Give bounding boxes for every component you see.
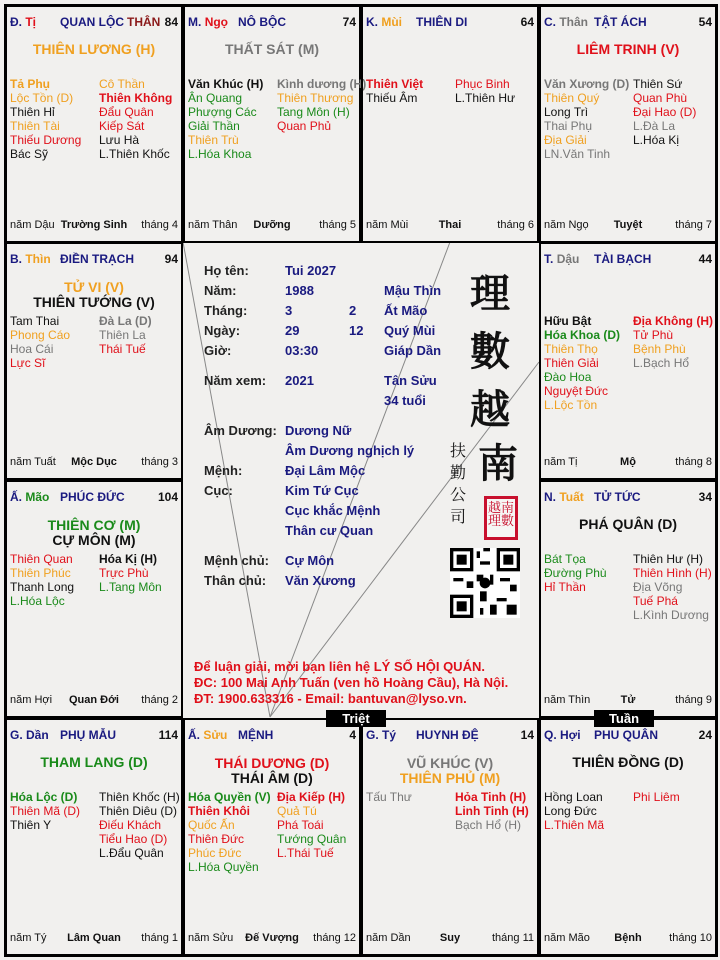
palace-footer: [544, 219, 712, 232]
info-value: 03:30: [285, 343, 319, 358]
main-star: THÁI DƯƠNG (D): [214, 755, 330, 771]
palace-name: QUAN LỘC THÂN: [60, 15, 161, 29]
minor-stars-left: [366, 77, 423, 105]
minor-stars-right: [633, 790, 680, 804]
palace-header: [544, 728, 712, 742]
palace-header: [188, 728, 356, 742]
palace-branch: K. Mùi: [366, 15, 403, 29]
minor-star: Phong Cáo: [10, 328, 71, 342]
footer-year: năm Hợi: [10, 694, 53, 706]
minor-star: Bệnh Phù: [633, 342, 686, 356]
minor-star: Địa Kiếp (H): [277, 790, 346, 804]
palace-header: [10, 252, 178, 266]
info-value: Kim Tứ Cục: [285, 483, 359, 498]
main-star: LIÊM TRINH (V): [576, 41, 680, 57]
info-value: 1988: [285, 283, 314, 298]
minor-stars-left: [188, 77, 263, 161]
minor-stars-left: [544, 77, 629, 161]
palace-footer: [188, 219, 356, 232]
minor-star: Thiên Hỉ: [10, 105, 55, 119]
palace-header: [544, 490, 712, 504]
footer-month: tháng 9: [675, 694, 712, 706]
info-canchi: Tân Sửu: [384, 373, 437, 388]
palace-number: 104: [157, 490, 178, 504]
logo-small-text: 扶 勤 公 司: [450, 441, 467, 526]
main-star: THIÊN LƯƠNG (H): [32, 41, 156, 57]
info-value: Âm Dương nghịch lý: [285, 443, 415, 458]
minor-star: Lộc Tồn (D): [10, 91, 74, 105]
info-value: Thân cư Quan: [285, 523, 374, 538]
footer-year: năm Ngọ: [544, 219, 589, 231]
main-stars: [363, 756, 537, 786]
palace-number: 14: [520, 728, 534, 742]
footer-stage: Mộ: [620, 456, 636, 468]
main-star: TỬ VI (V): [64, 279, 124, 295]
minor-star: Thai Phụ: [544, 119, 593, 133]
main-star: THẤT SÁT (M): [224, 41, 320, 57]
palace-number: 24: [698, 728, 712, 742]
minor-stars-right: [277, 790, 346, 860]
palace-branch: G. Dần: [10, 728, 49, 742]
minor-stars-right: [633, 314, 713, 370]
minor-star: Quốc Ấn: [188, 818, 235, 832]
footer-stage: Trường Sinh: [60, 219, 128, 231]
palace-name: TẬT ÁCH: [594, 15, 647, 29]
palace-cell[interactable]: [5, 242, 183, 480]
info-label: Tháng:: [204, 303, 248, 318]
palace-footer: [10, 932, 178, 945]
info-label: Năm:: [204, 283, 237, 298]
palace-number: 74: [342, 15, 356, 29]
palace-footer: [544, 456, 712, 469]
footer-month: tháng 3: [141, 456, 178, 468]
minor-stars-right: [99, 77, 172, 161]
minor-stars-right: [633, 77, 696, 147]
palace-branch: G. Tý: [366, 728, 397, 742]
minor-star: Hữu Bật: [544, 314, 592, 328]
palace-cell[interactable]: [539, 480, 717, 718]
main-stars: [541, 517, 715, 532]
palace-branch: Ấ. Sửu: [188, 728, 228, 742]
palace-footer: [10, 219, 178, 232]
minor-star: L.Thiên Khốc: [99, 147, 170, 161]
minor-star: Linh Tinh (H): [455, 804, 529, 818]
minor-star: L.Hóa Lộc: [10, 594, 65, 608]
main-star: VŨ KHÚC (V): [406, 755, 494, 771]
minor-star: Thiên Thọ: [544, 342, 598, 356]
minor-star: Ân Quang: [188, 91, 243, 105]
footer-month: tháng 2: [141, 694, 178, 706]
minor-star: L.Thiên Hư: [455, 91, 516, 105]
footer-stage: Thai: [438, 219, 462, 231]
minor-star: Hỏa Tinh (H): [455, 790, 527, 804]
info-lunar: 2: [349, 303, 357, 318]
palace-cell[interactable]: [5, 480, 183, 718]
minor-star: Đẩu Quân: [99, 105, 154, 119]
minor-stars-left: [10, 790, 80, 832]
tuan-badge: Tuần: [594, 710, 654, 727]
minor-star: Điếu Khách: [99, 818, 162, 832]
info-value: Cự Môn: [285, 553, 335, 568]
minor-star: Tấu Thư: [366, 790, 412, 804]
contact-line: ĐC: 100 Mai Anh Tuấn (ven hồ Hoàng Cầu), Hà Nội.: [194, 675, 509, 690]
footer-month: tháng 6: [497, 219, 534, 231]
palace-number: 84: [164, 15, 178, 29]
palace-number: 54: [698, 15, 712, 29]
minor-stars-left: [188, 790, 271, 874]
palace-branch: Ấ. Mão: [10, 490, 50, 504]
palace-cell[interactable]: [539, 5, 717, 243]
minor-star: Thanh Long: [10, 580, 75, 594]
main-stars: [541, 755, 715, 770]
palace-branch: Đ. Tị: [10, 15, 37, 29]
minor-star: Thiên Hình (H): [633, 566, 712, 580]
minor-star: Hóa Khoa (D): [544, 328, 620, 342]
footer-year: năm Tý: [10, 932, 47, 944]
footer-month: tháng 1: [141, 932, 178, 944]
minor-stars-left: [10, 552, 74, 608]
palace-cell[interactable]: [361, 718, 539, 956]
minor-star: L.Bạch Hổ: [633, 356, 690, 370]
palace-branch: N. Tuất: [544, 490, 584, 504]
minor-star: Lực Sĩ: [10, 356, 46, 370]
main-star: THIÊN TƯỚNG (V): [33, 294, 155, 310]
footer-year: năm Tuất: [10, 456, 56, 468]
minor-star: Phượng Các: [188, 105, 257, 119]
minor-star: Phi Liêm: [633, 790, 680, 804]
minor-star: Giải Thần: [188, 119, 240, 133]
info-label: Mệnh chủ:: [204, 553, 269, 568]
minor-star: Quan Phù: [633, 91, 688, 105]
info-value: Cục khắc Mệnh: [285, 503, 381, 518]
minor-star: Nguyệt Đức: [544, 384, 609, 398]
minor-star: L.Lộc Tồn: [544, 398, 598, 412]
palace-cell[interactable]: [183, 718, 361, 956]
info-value: Đại Lâm Mộc: [285, 463, 366, 478]
minor-star: Thiên Phúc: [10, 566, 71, 580]
minor-star: Hỉ Thần: [544, 580, 586, 594]
minor-stars-left: [366, 790, 412, 804]
minor-star: Hồng Loan: [544, 790, 603, 804]
minor-star: Đào Hoa: [544, 370, 592, 384]
footer-year: năm Dậu: [10, 219, 55, 231]
triet-badge: Triệt: [326, 710, 386, 727]
minor-star: Văn Xương (D): [544, 77, 630, 91]
info-label: Âm Dương:: [204, 423, 277, 438]
minor-star: Hóa Quyền (V): [188, 790, 271, 804]
logo-char: 理: [470, 270, 510, 317]
palace-header: [188, 15, 356, 29]
palace-name: TÀI BẠCH: [594, 252, 652, 266]
minor-star: Thiên Quan: [10, 552, 73, 566]
minor-stars-right: [99, 552, 162, 594]
minor-star: Phục Binh: [455, 77, 510, 91]
main-stars: [185, 42, 359, 57]
minor-star: Kình dương (H): [277, 77, 367, 91]
minor-star: Đại Hao (D): [633, 105, 697, 119]
minor-star: Long Trì: [544, 105, 589, 119]
footer-stage: Lâm Quan: [67, 932, 121, 944]
palace-header: [544, 252, 712, 266]
minor-stars-right: [455, 790, 529, 832]
minor-star: Hoa Cái: [10, 342, 54, 356]
info-label: Họ tên:: [204, 263, 249, 278]
palace-footer: [188, 932, 356, 945]
main-star: THAM LANG (D): [40, 754, 148, 770]
palace-name: TỬ TỨC: [594, 490, 641, 504]
info-value: Văn Xương: [285, 573, 356, 588]
red-seal: 越南 理數: [484, 496, 518, 540]
info-label: Năm xem:: [204, 373, 267, 388]
palace-cell[interactable]: [539, 242, 717, 480]
footer-year: năm Mùi: [366, 219, 409, 231]
minor-star: Đà La (D): [99, 314, 152, 328]
palace-footer: [366, 932, 534, 945]
footer-month: tháng 5: [319, 219, 356, 231]
minor-star: Quả Tú: [277, 804, 317, 818]
minor-star: Tam Thai: [10, 314, 60, 328]
minor-star: Thiếu Dương: [10, 133, 82, 147]
palace-footer: [544, 694, 712, 707]
palace-footer: [10, 694, 178, 707]
palace-name: ĐIỀN TRẠCH: [60, 252, 134, 266]
minor-star: L.Hóa Khoa: [188, 147, 252, 161]
footer-month: tháng 4: [141, 219, 178, 231]
palace-cell[interactable]: [5, 718, 183, 956]
palace-branch: B. Thìn: [10, 252, 51, 266]
footer-stage: Đế Vượng: [245, 932, 299, 944]
minor-stars-left: [10, 314, 70, 370]
main-stars: [7, 280, 181, 310]
minor-star: Bác Sỹ: [10, 147, 49, 161]
minor-stars-right: [99, 314, 152, 356]
minor-star: L.Tang Môn: [99, 580, 162, 594]
palace-name: HUYNH ĐỆ: [416, 728, 479, 742]
minor-stars-left: [10, 77, 81, 161]
minor-stars-left: [544, 314, 620, 412]
palace-name: THIÊN DI: [416, 15, 468, 29]
minor-stars-right: [99, 790, 180, 860]
main-star: THÁI ÂM (D): [231, 770, 313, 786]
palace-header: [10, 728, 178, 742]
minor-star: Bát Tọa: [544, 552, 586, 566]
minor-stars-left: [544, 790, 604, 832]
info-canchi: Mậu Thìn: [384, 283, 442, 298]
logo-char: 南: [478, 440, 518, 487]
minor-star: Thiên Hư (H): [633, 552, 704, 566]
palace-number: 4: [349, 728, 356, 742]
footer-month: tháng 10: [669, 932, 712, 944]
minor-star: LN.Văn Tinh: [544, 147, 611, 161]
minor-star: Thiên Tài: [10, 119, 60, 133]
footer-month: tháng 12: [313, 932, 356, 944]
minor-star: Thiên Giải: [544, 356, 599, 370]
minor-star: Hóa Kị (H): [99, 552, 157, 566]
palace-name: PHỤ MẪU: [60, 728, 116, 742]
palace-header: [544, 15, 712, 29]
main-star: THIÊN ĐỒNG (D): [572, 754, 684, 770]
palace-branch: Q. Hợi: [544, 728, 581, 742]
main-stars: [7, 518, 181, 548]
footer-stage: Mộc Dục: [71, 456, 117, 468]
minor-stars-right: [277, 77, 366, 133]
minor-star: Thiên Mã (D): [10, 804, 81, 818]
minor-star: Phá Toái: [277, 818, 324, 832]
info-label: Thân chủ:: [204, 573, 267, 588]
info-value: 3: [285, 303, 293, 318]
main-star: CỰ MÔN (M): [52, 532, 136, 548]
info-label: Cục:: [204, 483, 233, 498]
minor-star: Thiên La: [99, 328, 146, 342]
minor-star: Kiếp Sát: [99, 119, 145, 133]
palace-name: PHU QUÂN: [594, 728, 659, 742]
footer-month: tháng 11: [491, 932, 534, 944]
footer-year: năm Tị: [544, 456, 578, 468]
footer-year: năm Mão: [544, 932, 590, 944]
minor-star: Thiên Quý: [544, 91, 600, 105]
minor-stars-right: [455, 77, 515, 105]
palace-footer: [366, 219, 534, 232]
palace-header: [366, 15, 534, 29]
minor-star: Lưu Hà: [99, 133, 140, 147]
footer-stage: Tuyệt: [613, 219, 643, 231]
main-stars: [7, 42, 181, 57]
palace-number: 94: [164, 252, 178, 266]
main-star: THIÊN PHỦ (M): [399, 770, 501, 786]
info-canchi: Ất Mão: [384, 303, 428, 318]
contact-line: Để luận giải, mời bạn liên hệ LÝ SỐ HỘI QUÁN.: [194, 659, 485, 674]
minor-star: Tả Phụ: [10, 77, 51, 91]
footer-month: tháng 8: [675, 456, 712, 468]
minor-star: Văn Khúc (H): [188, 77, 264, 91]
palace-cell[interactable]: [539, 718, 717, 956]
palace-number: 114: [158, 728, 178, 742]
info-canchi: Quý Mùi: [384, 323, 436, 338]
minor-star: Thái Tuế: [99, 342, 146, 356]
palace-number: 44: [698, 252, 712, 266]
palace-header: [10, 15, 178, 29]
minor-star: Địa Giải: [544, 133, 587, 147]
info-value: 29: [285, 323, 300, 338]
minor-star: Tiểu Hao (D): [99, 832, 168, 846]
minor-star: Trực Phù: [99, 566, 149, 580]
minor-star: Quan Phủ: [277, 119, 332, 133]
palace-branch: C. Thân: [544, 15, 589, 29]
info-canchi: 34 tuổi: [384, 393, 426, 408]
minor-star: Thiên Sứ: [633, 77, 683, 91]
info-canchi: Giáp Dần: [384, 343, 442, 358]
minor-star: L.Hóa Quyền: [188, 860, 259, 874]
logo-char: 數: [470, 328, 510, 375]
footer-stage: Dưỡng: [253, 219, 291, 231]
footer-stage: Quan Đới: [69, 694, 119, 706]
palace-cell[interactable]: [5, 5, 183, 243]
qr-code[interactable]: [450, 548, 520, 618]
main-star: THIÊN CƠ (M): [47, 517, 141, 533]
palace-number: 34: [698, 490, 712, 504]
minor-star: L.Đẩu Quân: [99, 846, 164, 860]
minor-star: Thiên Khốc (H): [99, 790, 180, 804]
minor-star: L.Hóa Kị: [633, 133, 680, 147]
footer-stage: Suy: [439, 932, 461, 944]
palace-name: MỆNH: [238, 728, 274, 742]
minor-star: L.Thiên Mã: [544, 818, 605, 832]
footer-stage: Tử: [620, 694, 636, 706]
minor-star: Địa Không (H): [633, 314, 713, 328]
palace-name: PHÚC ĐỨC: [60, 490, 125, 504]
main-stars: [185, 756, 359, 786]
main-stars: [541, 42, 715, 57]
minor-star: Thiên Trù: [188, 133, 239, 147]
info-lunar: 12: [349, 323, 364, 338]
footer-year: năm Thân: [188, 219, 238, 231]
minor-star: Cô Thần: [99, 77, 145, 91]
minor-star: Hóa Lộc (D): [10, 790, 78, 804]
than-marker: THÂN: [127, 15, 161, 29]
palace-cell[interactable]: [361, 5, 539, 243]
palace-footer: [544, 932, 712, 945]
minor-star: Địa Võng: [633, 580, 683, 594]
contact-line: ĐT: 1900.633316 - Email: bantuvan@lyso.vn.: [194, 691, 467, 706]
info-value: 2021: [285, 373, 314, 388]
minor-star: Thiên Không: [99, 91, 173, 105]
info-label: Ngày:: [204, 323, 241, 338]
minor-star: Bạch Hổ (H): [455, 818, 522, 832]
minor-star: L.Đà La: [633, 119, 676, 133]
info-label: Mệnh:: [204, 463, 243, 478]
palace-branch: T. Dậu: [544, 252, 580, 266]
minor-star: Thiên Diêu (D): [99, 804, 178, 818]
minor-star: L.Kình Dương: [633, 608, 709, 622]
palace-header: [10, 490, 178, 504]
logo-char: 越: [470, 386, 510, 433]
minor-star: L.Thái Tuế: [277, 846, 334, 860]
palace-footer: [10, 456, 178, 469]
footer-stage: Bệnh: [614, 932, 642, 944]
palace-header: [366, 728, 534, 742]
info-value: Tui 2027: [285, 263, 337, 278]
minor-star: Long Đức: [544, 804, 597, 818]
minor-star: Thiên Y: [10, 818, 52, 832]
minor-stars-left: [544, 552, 607, 594]
minor-star: Tuế Phá: [633, 594, 678, 608]
info-value: Dương Nữ: [285, 423, 352, 438]
footer-year: năm Sửu: [188, 932, 234, 944]
palace-cell[interactable]: [183, 5, 367, 243]
minor-star: Thiếu Âm: [366, 91, 418, 105]
footer-year: năm Thìn: [544, 694, 591, 706]
minor-star: Đường Phù: [544, 566, 607, 580]
footer-year: năm Dần: [366, 932, 411, 944]
main-star: PHÁ QUÂN (D): [579, 516, 677, 532]
minor-star: Thiên Khôi: [188, 804, 250, 818]
footer-month: tháng 7: [675, 219, 712, 231]
minor-stars-right: [633, 552, 712, 622]
minor-star: Thiên Thương: [277, 91, 354, 105]
minor-star: Thiên Đức: [188, 832, 245, 846]
info-label: Giờ:: [204, 343, 232, 358]
palace-branch: M. Ngọ: [188, 15, 229, 29]
palace-name: NÔ BỘC: [238, 15, 286, 29]
minor-star: Tử Phù: [633, 328, 674, 342]
minor-star: Tướng Quân: [277, 832, 347, 846]
palace-number: 64: [520, 15, 534, 29]
minor-star: Phúc Đức: [188, 846, 242, 860]
minor-star: Thiên Việt: [366, 77, 424, 91]
minor-star: Tang Môn (H): [277, 105, 350, 119]
main-stars: [7, 755, 181, 770]
